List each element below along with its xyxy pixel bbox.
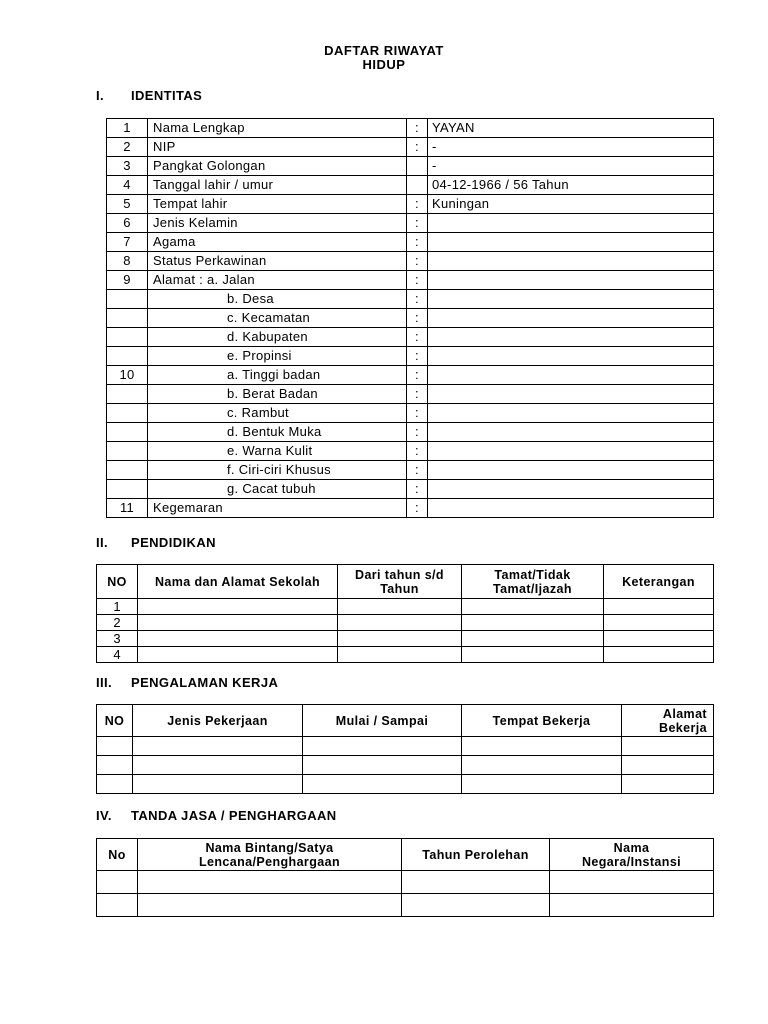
header-no: NO: [97, 565, 138, 599]
table-cell: [604, 599, 714, 615]
identitas-row: [107, 138, 714, 157]
pengalaman-table: [96, 704, 714, 794]
section-label: TANDA JASA / PENGHARGAAN: [131, 808, 337, 823]
field-value[interactable]: [428, 461, 714, 480]
section-number: IV.: [96, 808, 112, 823]
field-label: [148, 366, 407, 385]
field-label-text: b. Desa: [227, 291, 274, 306]
identitas-row: [107, 461, 714, 480]
table-cell: [138, 615, 338, 631]
row-number: 4: [107, 176, 148, 195]
separator: :: [407, 385, 428, 404]
table-cell: [604, 647, 714, 663]
table-cell: [138, 599, 338, 615]
field-label: [148, 195, 407, 214]
table-cell: [550, 894, 714, 917]
separator: :: [407, 499, 428, 518]
separator: :: [407, 233, 428, 252]
field-label: [148, 157, 407, 176]
field-label-text: c. Rambut: [227, 405, 289, 420]
row-number: 1: [97, 599, 138, 615]
row-number: [107, 328, 148, 347]
separator: :: [407, 309, 428, 328]
field-value[interactable]: [428, 271, 714, 290]
separator: :: [407, 404, 428, 423]
header-keterangan: Keterangan: [604, 565, 714, 599]
field-value[interactable]: [428, 328, 714, 347]
identitas-row: [107, 404, 714, 423]
field-label-text: d. Bentuk Muka: [227, 424, 322, 439]
table-cell: [133, 775, 303, 794]
table-cell: [338, 647, 462, 663]
row-number: 2: [97, 615, 138, 631]
field-label-text: Jenis Kelamin: [153, 215, 238, 230]
table-cell: [303, 775, 462, 794]
field-label: [148, 119, 407, 138]
table-cell: [622, 737, 714, 756]
table-cell: [462, 647, 604, 663]
table-cell: [97, 894, 138, 917]
identitas-row: [107, 271, 714, 290]
header-dari-tahun: Dari tahun s/d Tahun: [338, 565, 462, 599]
separator: :: [407, 423, 428, 442]
field-label: [148, 252, 407, 271]
field-label-text: e. Warna Kulit: [227, 443, 313, 458]
table-row: [97, 631, 714, 647]
field-label: [148, 480, 407, 499]
table-cell: [622, 775, 714, 794]
table-cell: [462, 756, 622, 775]
header-tahun-perolehan: Tahun Perolehan: [402, 839, 550, 871]
section-tanda-jasa-heading: [96, 808, 337, 823]
field-value[interactable]: [428, 347, 714, 366]
table-cell: [138, 631, 338, 647]
identitas-row: [107, 366, 714, 385]
table-row: [97, 894, 714, 917]
table-cell: [133, 737, 303, 756]
header-nama-sekolah: Nama dan Alamat Sekolah: [138, 565, 338, 599]
document-title-line2: HIDUP: [362, 57, 406, 72]
row-number: 5: [107, 195, 148, 214]
row-number: 10: [107, 366, 148, 385]
identitas-row: [107, 157, 714, 176]
table-cell: [138, 871, 402, 894]
table-cell: [97, 737, 133, 756]
separator: :: [407, 252, 428, 271]
identitas-row: [107, 119, 714, 138]
field-value[interactable]: [428, 423, 714, 442]
row-number: 11: [107, 499, 148, 518]
table-row: [97, 615, 714, 631]
field-label-text: Agama: [153, 234, 196, 249]
field-value[interactable]: -: [428, 138, 714, 157]
row-number: [107, 404, 148, 423]
field-value[interactable]: [428, 404, 714, 423]
table-cell: [338, 615, 462, 631]
row-number: 3: [107, 157, 148, 176]
header-no: No: [97, 839, 138, 871]
identitas-row: [107, 214, 714, 233]
tanda-jasa-table: [96, 838, 714, 917]
field-label: [148, 176, 407, 195]
section-number: II.: [96, 535, 109, 550]
table-cell: [622, 756, 714, 775]
row-number: 9: [107, 271, 148, 290]
separator: :: [407, 461, 428, 480]
table-row: [97, 599, 714, 615]
section-number: III.: [96, 675, 113, 690]
field-label-text: NIP: [153, 139, 176, 154]
separator: :: [407, 271, 428, 290]
section-label: IDENTITAS: [131, 88, 203, 103]
identitas-row: [107, 385, 714, 404]
table-row: [97, 775, 714, 794]
row-number: [107, 480, 148, 499]
header-negara-instansi: Nama Negara/Instansi: [550, 839, 714, 871]
field-value[interactable]: [428, 499, 714, 518]
table-cell: [138, 647, 338, 663]
table-cell: [604, 631, 714, 647]
field-label-text: Tanggal lahir / umur: [153, 177, 274, 192]
table-cell: [462, 737, 622, 756]
section-number: I.: [96, 88, 105, 103]
field-label-text: d. Kabupaten: [227, 329, 308, 344]
table-cell: [138, 894, 402, 917]
table-cell: [462, 615, 604, 631]
pendidikan-table: [96, 564, 714, 663]
field-label: [148, 499, 407, 518]
field-label: [148, 442, 407, 461]
row-number: 8: [107, 252, 148, 271]
row-number: [107, 461, 148, 480]
table-row: [97, 871, 714, 894]
field-label: [148, 423, 407, 442]
section-label: PENGALAMAN KERJA: [131, 675, 279, 690]
field-label-text: Status Perkawinan: [153, 253, 267, 268]
field-label: [148, 309, 407, 328]
identitas-row: [107, 309, 714, 328]
field-label-text: a. Tinggi badan: [227, 367, 321, 382]
field-value[interactable]: 04-12-1966 / 56 Tahun: [428, 176, 714, 195]
table-cell: [303, 756, 462, 775]
field-value[interactable]: YAYAN: [428, 119, 714, 138]
row-number: [107, 423, 148, 442]
table-row: [97, 737, 714, 756]
row-number: [107, 347, 148, 366]
table-cell: [550, 871, 714, 894]
field-label: [148, 271, 407, 290]
separator: [407, 176, 428, 195]
table-cell: [303, 737, 462, 756]
identitas-row: [107, 290, 714, 309]
field-label: [148, 214, 407, 233]
identitas-table: [106, 118, 714, 518]
row-number: 1: [107, 119, 148, 138]
row-number: [107, 290, 148, 309]
row-number: 7: [107, 233, 148, 252]
field-label: [148, 347, 407, 366]
section-pengalaman-heading: [96, 675, 278, 690]
separator: :: [407, 290, 428, 309]
separator: :: [407, 366, 428, 385]
field-label-text: e. Propinsi: [227, 348, 292, 363]
field-label-text: Pangkat Golongan: [153, 158, 266, 173]
identitas-row: [107, 499, 714, 518]
header-nama-bintang: Nama Bintang/Satya Lencana/Penghargaan: [138, 839, 402, 871]
table-cell: [133, 756, 303, 775]
field-value[interactable]: [428, 290, 714, 309]
separator: :: [407, 214, 428, 233]
field-value[interactable]: Kuningan: [428, 195, 714, 214]
section-identitas-heading: [96, 88, 202, 103]
field-value[interactable]: [428, 480, 714, 499]
field-label: [148, 233, 407, 252]
field-value[interactable]: [428, 442, 714, 461]
table-cell: [97, 775, 133, 794]
row-number: 6: [107, 214, 148, 233]
field-label: [148, 290, 407, 309]
field-label-text: Alamat : a. Jalan: [153, 272, 255, 287]
identitas-row: [107, 347, 714, 366]
field-value[interactable]: [428, 366, 714, 385]
separator: :: [407, 442, 428, 461]
identitas-row: [107, 442, 714, 461]
table-cell: [462, 775, 622, 794]
table-cell: [604, 615, 714, 631]
separator: [407, 157, 428, 176]
row-number: 2: [107, 138, 148, 157]
identitas-row: [107, 195, 714, 214]
separator: :: [407, 138, 428, 157]
header-tempat-bekerja: Tempat Bekerja: [462, 705, 622, 737]
header-jenis-pekerjaan: Jenis Pekerjaan: [133, 705, 303, 737]
identitas-row: [107, 328, 714, 347]
field-label-text: Nama Lengkap: [153, 120, 245, 135]
header-tamat: Tamat/Tidak Tamat/Ijazah: [462, 565, 604, 599]
field-label-text: Kegemaran: [153, 500, 223, 515]
header-mulai-sampai: Mulai / Sampai: [303, 705, 462, 737]
table-cell: [402, 871, 550, 894]
table-row: [97, 647, 714, 663]
separator: :: [407, 347, 428, 366]
document-title-line1: DAFTAR RIWAYAT: [324, 43, 444, 58]
separator: :: [407, 195, 428, 214]
field-value[interactable]: [428, 309, 714, 328]
row-number: [107, 385, 148, 404]
row-number: [107, 309, 148, 328]
section-label: PENDIDIKAN: [131, 535, 216, 550]
field-label: [148, 385, 407, 404]
field-value[interactable]: [428, 233, 714, 252]
table-cell: [462, 599, 604, 615]
separator: :: [407, 480, 428, 499]
identitas-row: [107, 480, 714, 499]
separator: :: [407, 328, 428, 347]
field-value[interactable]: -: [428, 157, 714, 176]
header-alamat-bekerja: Alamat Bekerja: [622, 705, 714, 737]
row-number: 3: [97, 631, 138, 647]
field-label-text: g. Cacat tubuh: [227, 481, 316, 496]
identitas-row: [107, 233, 714, 252]
section-pendidikan-heading: [96, 535, 216, 550]
separator: :: [407, 119, 428, 138]
table-cell: [97, 871, 138, 894]
field-value[interactable]: [428, 385, 714, 404]
field-label: [148, 404, 407, 423]
field-label-text: Tempat lahir: [153, 196, 228, 211]
table-cell: [462, 631, 604, 647]
field-label-text: b. Berat Badan: [227, 386, 318, 401]
row-number: [107, 442, 148, 461]
identitas-row: [107, 252, 714, 271]
row-number: 4: [97, 647, 138, 663]
identitas-row: [107, 423, 714, 442]
field-label-text: c. Kecamatan: [227, 310, 311, 325]
field-value[interactable]: [428, 252, 714, 271]
table-cell: [338, 599, 462, 615]
table-cell: [97, 756, 133, 775]
field-label-text: f. Ciri-ciri Khusus: [227, 462, 331, 477]
field-label: [148, 138, 407, 157]
field-label: [148, 461, 407, 480]
field-label: [148, 328, 407, 347]
table-row: [97, 756, 714, 775]
table-cell: [402, 894, 550, 917]
field-value[interactable]: [428, 214, 714, 233]
header-no: NO: [97, 705, 133, 737]
table-cell: [338, 631, 462, 647]
identitas-row: [107, 176, 714, 195]
